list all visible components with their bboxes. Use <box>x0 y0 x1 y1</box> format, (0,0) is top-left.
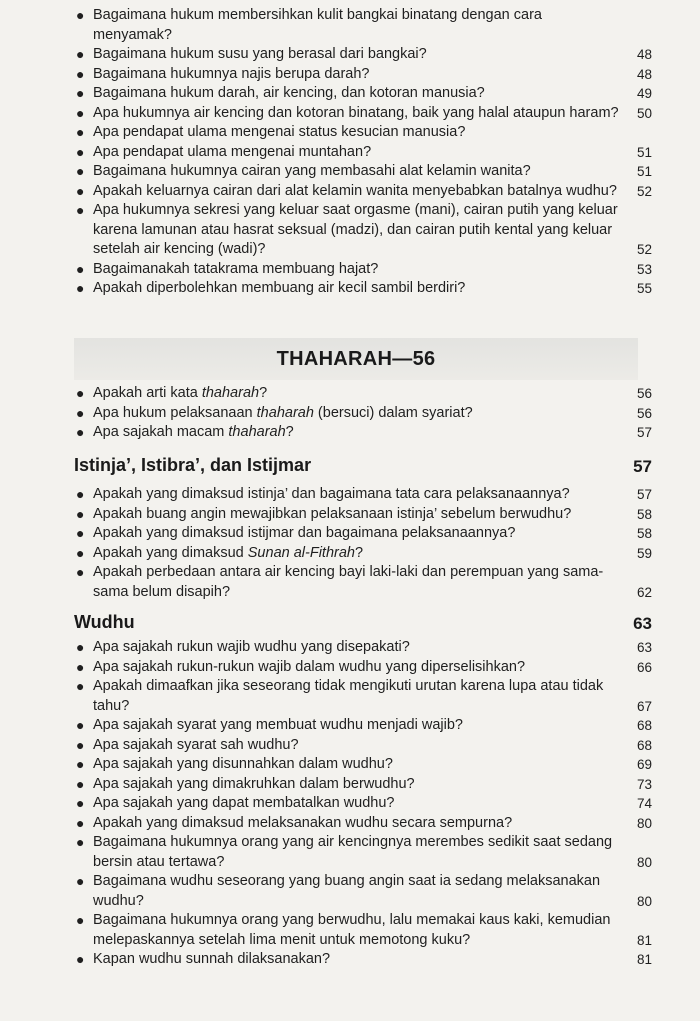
entry-text: Bagaimana hukumnya najis berupa darah? <box>93 65 370 82</box>
entry-page: 80 <box>636 854 652 870</box>
entry-text: Apa hukumnya air kencing dan kotoran binatang, baik yang halal ataupun haram? <box>93 104 619 121</box>
entry-page: 66 <box>636 659 652 675</box>
toc-entry <box>0 123 700 143</box>
entry-page: 68 <box>636 718 652 733</box>
section-banner-thaharah <box>74 338 638 380</box>
entry-text: Bagaimana hukumnya orang yang berwudhu, lalu memakai kaus kaki, kemudian melepaskannya setelah lima menit untuk memotong kuku? <box>93 912 611 948</box>
entry-text: ? <box>354 544 364 561</box>
entry-text: Apakah dimaafkan jika seseorang tidak mengikuti urutan karena lupa atau tidak tahu? <box>93 678 604 714</box>
bullet-icon: ● <box>76 505 85 522</box>
toc-entry <box>0 404 700 424</box>
toc-entry <box>0 736 700 756</box>
entry-text: Apa pendapat ulama mengenai status kesucian manusia? <box>93 124 466 140</box>
toc-entry <box>0 182 700 202</box>
entry-text: Apakah yang dimaksud melaksanakan wudhu secara sempurna? <box>93 814 513 831</box>
bullet-icon: ● <box>76 639 85 655</box>
entry-page: 48 <box>636 66 652 82</box>
toc-entry <box>0 104 700 124</box>
toc-entry <box>0 260 700 280</box>
entry-page: 58 <box>636 526 652 541</box>
entry-text-italic: thaharah <box>256 404 314 421</box>
bullet-icon: ● <box>76 658 85 675</box>
entry-page: 80 <box>636 815 652 831</box>
bullet-icon: ● <box>76 85 85 101</box>
bullet-icon: ● <box>76 756 85 772</box>
bullet-icon: ● <box>76 486 85 502</box>
entry-text: Apa sajakah rukun-rukun wajib dalam wudhu yang diperselisihkan? <box>93 658 526 675</box>
toc-entry <box>0 911 700 950</box>
entry-page: 53 <box>636 261 652 277</box>
toc-entry <box>0 677 700 716</box>
entry-text: Apakah keluarnya cairan dari alat kelamin wanita menyebabkan batalnya wudhu? <box>93 182 617 199</box>
toc-entry <box>0 143 700 163</box>
entry-text: Apa sajakah yang dapat membatalkan wudhu? <box>93 795 395 811</box>
subsection-heading-istinja <box>74 455 652 476</box>
toc-entry <box>0 6 700 45</box>
entry-text: Bagaimana hukum darah, air kencing, dan kotoran manusia? <box>93 85 485 101</box>
bullet-icon: ● <box>76 143 85 160</box>
entry-text-italic: thaharah <box>201 385 260 401</box>
entry-text: Apa sajakah syarat sah wudhu? <box>93 736 299 753</box>
bullet-icon: ● <box>76 163 85 179</box>
entry-text: Bagaimana wudhu seseorang yang buang angin saat ia sedang melaksanakan wudhu? <box>93 873 601 909</box>
entry-page: 57 <box>636 487 652 502</box>
bullet-icon: ● <box>76 525 85 541</box>
entry-text: Bagaimana hukumnya cairan yang membasahi alat kelamin wanita? <box>93 163 531 179</box>
entry-text: Apakah yang dimaksud istijmar dan bagaimana pelaksanaannya? <box>93 525 516 541</box>
entry-page: 63 <box>636 640 652 655</box>
toc-entry <box>0 524 700 544</box>
toc-entry <box>0 505 700 525</box>
subsection-title: Istinja’, Istibra’, dan Istijmar <box>74 455 312 475</box>
entry-text: (bersuci) dalam syariat? <box>313 404 473 421</box>
toc-entry <box>0 658 700 678</box>
entry-page: 49 <box>636 86 652 101</box>
entry-text: Apakah yang dimaksud istinja’ dan bagaimana tata cara pelaksanaannya? <box>93 486 570 502</box>
entry-page: 51 <box>636 144 652 160</box>
bullet-icon: ● <box>76 385 85 401</box>
toc-entry <box>0 485 700 505</box>
subsection-title: Wudhu <box>74 612 135 632</box>
bullet-icon: ● <box>76 202 85 218</box>
toc-entry <box>0 833 700 872</box>
entry-page: 55 <box>636 281 652 296</box>
toc-list-istinja <box>0 485 700 602</box>
entry-text: Kapan wudhu sunnah dilaksanakan? <box>93 951 331 967</box>
entry-page: 68 <box>636 737 652 753</box>
bullet-icon: ● <box>76 795 85 811</box>
entry-text: Bagaimana hukumnya orang yang air kencingnya merembes sedikit saat sedang bersin atau tertawa? <box>93 834 613 870</box>
entry-page: 59 <box>636 545 652 561</box>
bullet-icon: ● <box>76 678 85 694</box>
toc-entry <box>0 755 700 775</box>
bullet-icon: ● <box>76 280 85 296</box>
bullet-icon: ● <box>76 65 85 82</box>
entry-page: 58 <box>636 506 652 522</box>
entry-page: 81 <box>636 952 652 967</box>
entry-text: Apa hukumnya sekresi yang keluar saat orgasme (mani), cairan putih yang keluar karena lamunan atau hasrat seksual (madzi), dan cairan putih kental yang keluar setelah air kencing (wadi)? <box>93 202 618 257</box>
entry-text: Apa sajakah rukun wajib wudhu yang disepakati? <box>93 639 410 655</box>
section-title: THAHARAH—56 <box>276 347 436 370</box>
entry-text: Bagaimana hukum susu yang berasal dari bangkai? <box>93 46 427 62</box>
entry-text: Apa sajakah syarat yang membuat wudhu menjadi wajib? <box>93 717 463 733</box>
entry-page: 67 <box>636 698 652 714</box>
entry-text: ? <box>285 424 294 440</box>
toc-entry <box>0 794 700 814</box>
toc-list-thaharah <box>0 384 700 443</box>
entry-text: Bagaimana hukum membersihkan kulit bangkai binatang dengan cara menyamak? <box>93 7 542 43</box>
bullet-icon: ● <box>76 424 85 440</box>
entry-page: 50 <box>636 105 652 121</box>
toc-entry <box>0 638 700 658</box>
entry-text: ? <box>259 385 268 401</box>
bullet-icon: ● <box>76 404 85 421</box>
entry-page: 56 <box>636 405 652 421</box>
entry-page: 56 <box>636 386 652 401</box>
entry-page: 48 <box>636 47 652 62</box>
toc-entry <box>0 201 700 260</box>
bullet-icon: ● <box>76 124 85 140</box>
entry-text: Apakah diperbolehkan membuang air kecil sambil berdiri? <box>93 280 466 296</box>
bullet-icon: ● <box>76 834 85 850</box>
bullet-icon: ● <box>76 544 85 561</box>
bullet-icon: ● <box>76 104 85 121</box>
subsection-page: 63 <box>633 614 652 633</box>
toc-entry <box>0 45 700 65</box>
toc-entry <box>0 65 700 85</box>
toc-entry <box>0 950 700 970</box>
toc-entry <box>0 563 700 602</box>
entry-text: Bagaimanakah tatakrama membuang hajat? <box>93 260 379 277</box>
entry-page: 74 <box>636 796 652 811</box>
bullet-icon: ● <box>76 7 85 23</box>
toc-entry <box>0 716 700 736</box>
entry-page: 52 <box>636 242 652 257</box>
entry-page: 69 <box>636 757 652 772</box>
entry-text: Apakah arti kata <box>93 385 202 401</box>
entry-page: 51 <box>636 164 652 179</box>
entry-text: Apa sajakah yang disunnahkan dalam wudhu? <box>93 756 393 772</box>
bullet-icon: ● <box>76 912 85 928</box>
bullet-icon: ● <box>76 775 85 792</box>
entry-page: 52 <box>636 183 652 199</box>
toc-list-wudhu <box>0 638 700 970</box>
bullet-icon: ● <box>76 182 85 199</box>
entry-text: Apakah yang dimaksud <box>93 544 248 561</box>
toc-entry <box>0 162 700 182</box>
subsection-heading-wudhu <box>74 612 652 633</box>
entry-text: Apa sajakah yang dimakruhkan dalam berwudhu? <box>93 775 415 792</box>
toc-entry <box>0 872 700 911</box>
entry-text: Apa pendapat ulama mengenai muntahan? <box>93 143 372 160</box>
bullet-icon: ● <box>76 564 85 580</box>
bullet-icon: ● <box>76 46 85 62</box>
toc-entry <box>0 775 700 795</box>
toc-entry <box>0 279 700 299</box>
entry-page: 73 <box>636 776 652 792</box>
entry-page: 62 <box>636 584 652 600</box>
bullet-icon: ● <box>76 814 85 831</box>
toc-list-najis <box>0 6 700 299</box>
entry-page: 80 <box>636 893 652 909</box>
entry-text-italic: Sunan al-Fithrah <box>247 544 355 561</box>
toc-entry <box>0 814 700 834</box>
entry-text: Apa hukum pelaksanaan <box>93 404 257 421</box>
toc-entry <box>0 84 700 104</box>
entry-page: 57 <box>636 425 652 440</box>
entry-text: Apakah perbedaan antara air kencing bayi laki-laki dan perempuan yang sama-sama belum disapih? <box>93 564 604 600</box>
bullet-icon: ● <box>76 260 85 277</box>
toc-entry <box>0 544 700 564</box>
toc-entry <box>0 384 700 404</box>
subsection-page: 57 <box>633 457 652 476</box>
entry-text-italic: thaharah <box>228 424 286 440</box>
entry-page: 81 <box>636 932 652 948</box>
entry-text: Apa sajakah macam <box>93 424 229 440</box>
bullet-icon: ● <box>76 736 85 753</box>
bullet-icon: ● <box>76 873 85 889</box>
bullet-icon: ● <box>76 951 85 967</box>
entry-text: Apakah buang angin mewajibkan pelaksanaan istinja’ sebelum berwudhu? <box>93 505 572 522</box>
bullet-icon: ● <box>76 717 85 733</box>
toc-entry <box>0 423 700 443</box>
